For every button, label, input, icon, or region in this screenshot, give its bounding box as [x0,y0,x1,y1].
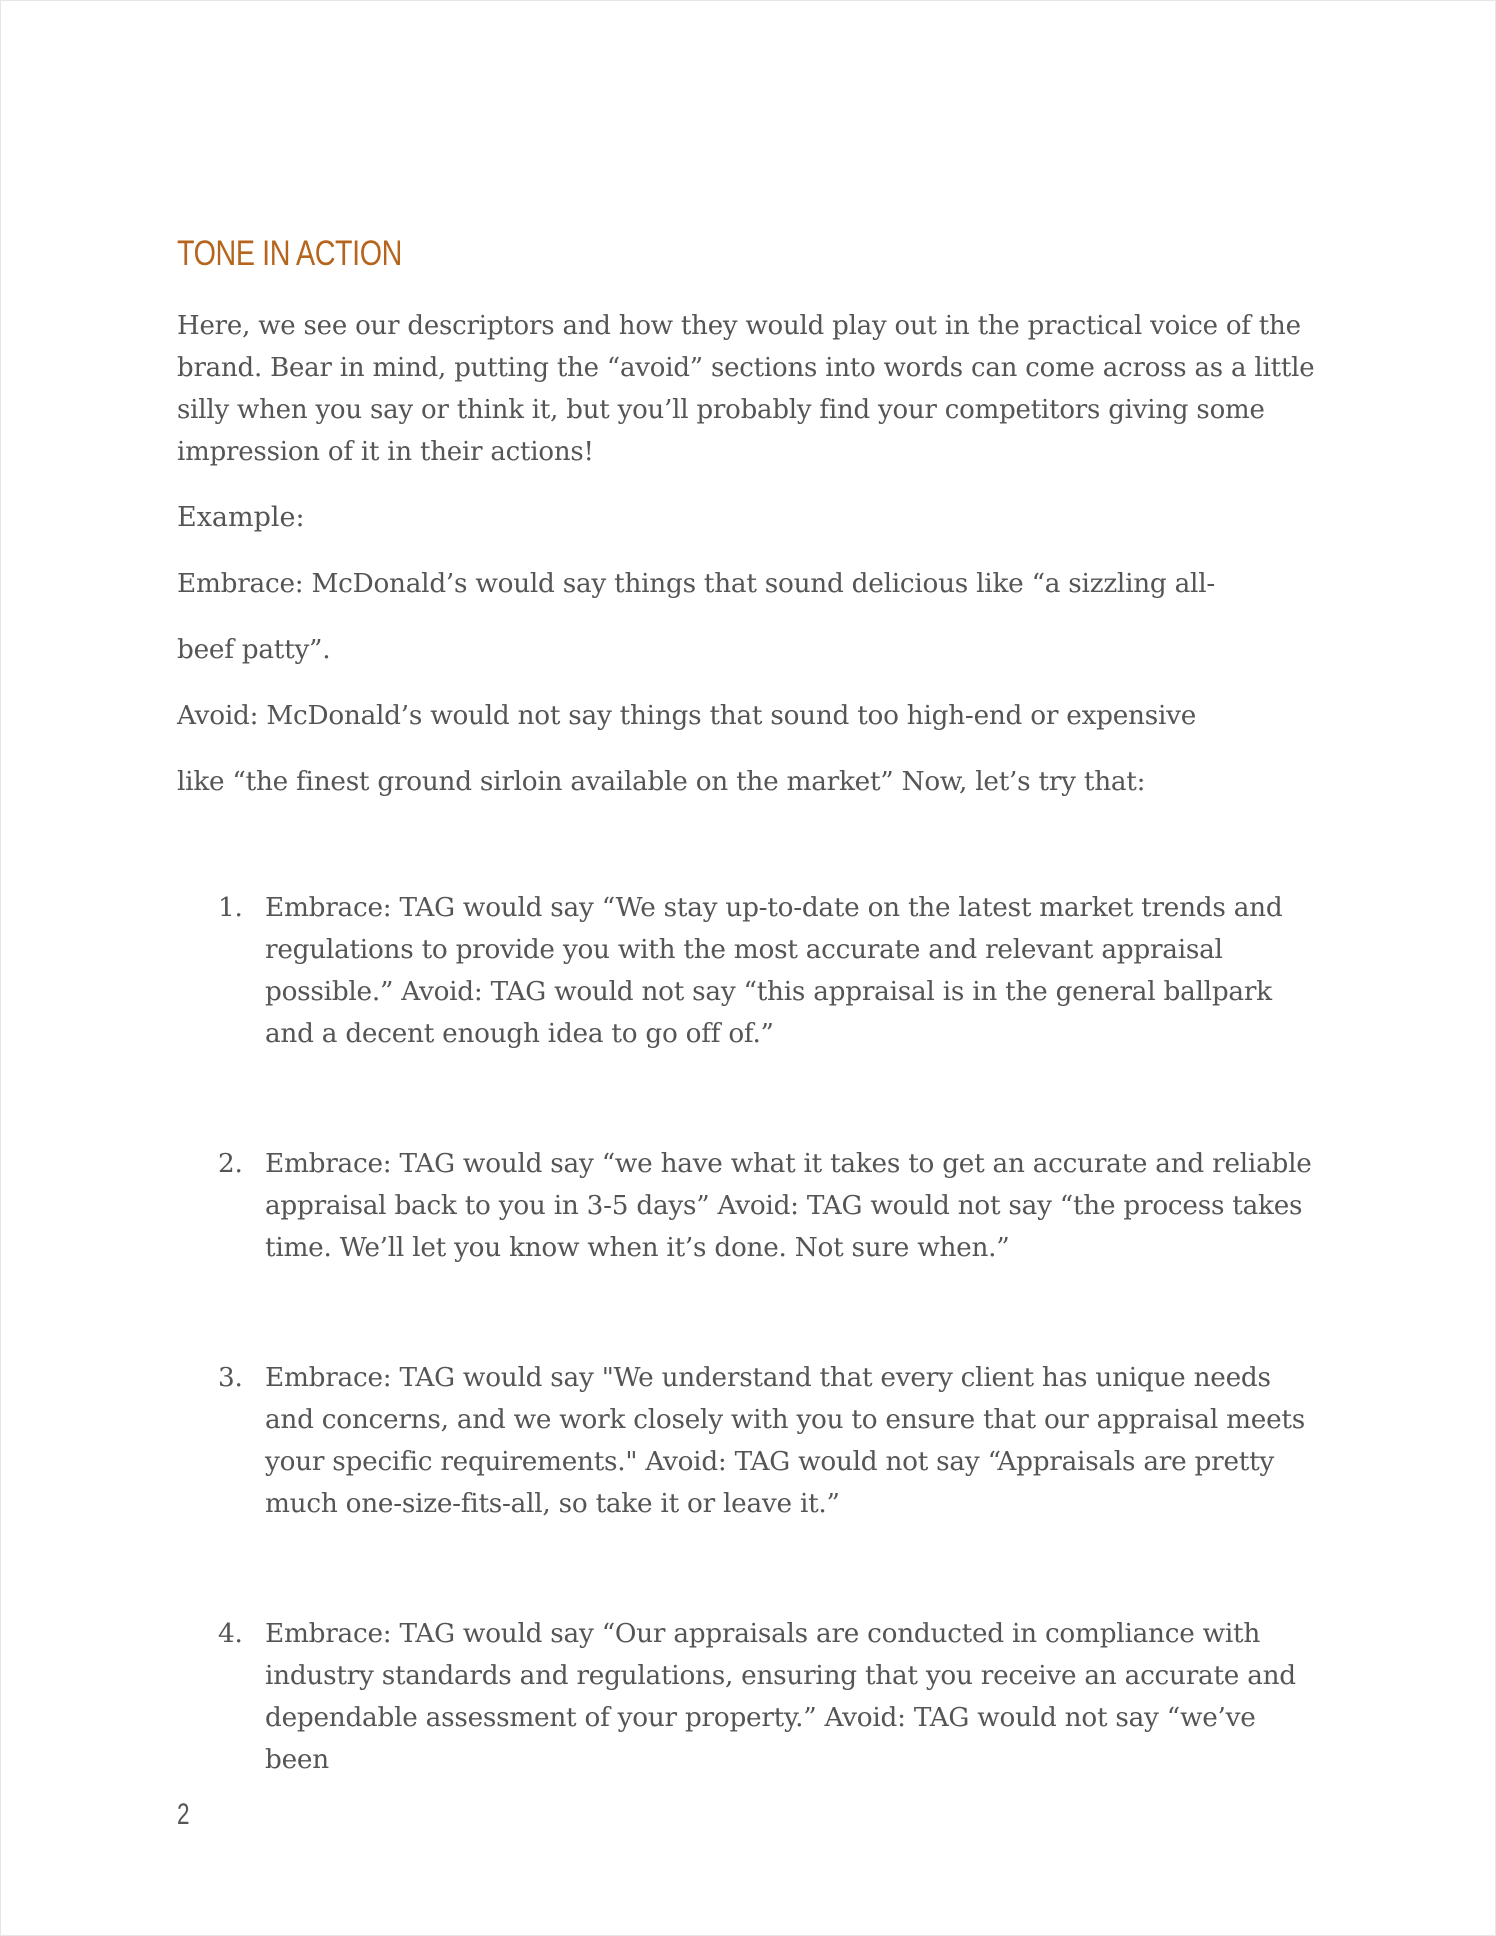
list-item-text: Embrace: TAG would say “We stay up-to-date on the latest market trends and regulations to provide you with the most accurate and relevant appraisal possible.” Avoid: TAG would not say “this appraisal is in the general ballpark and a decent enough idea to go off of.” [265,893,1283,1049]
avoid-example-line-1: Avoid: McDonald’s would not say things that sound too high-end or expensive [177,701,1197,731]
list-item [177,887,1325,1055]
embrace-example-line-2: beef patty”. [177,635,331,665]
list-item [177,1143,1325,1269]
tone-examples-list [177,887,1337,1781]
list-item-number: 3. [218,1363,243,1393]
avoid-example-line-2: like “the finest ground sirloin available on the market” Now, let’s try that: [177,767,1146,797]
section-heading: TONE IN ACTION [177,234,402,273]
list-item-text: Embrace: TAG would say “Our appraisals are conducted in compliance with industry standards and regulations, ensuring that you receive an accurate and dependable assessment of your property.” Avoid: TAG would not say “we’ve been [265,1619,1296,1775]
list-item-text: Embrace: TAG would say "We understand that every client has unique needs and concerns, and we work closely with you to ensure that our appraisal meets your specific requirements." Avoid: TAG would not say “Appraisals are pretty much one-size-fits-all, so take it or leave it.” [265,1363,1305,1519]
list-item-number: 1. [218,893,243,923]
page-content [177,227,1337,1781]
list-item [177,1357,1325,1525]
embrace-example-line-1: Embrace: McDonald’s would say things that sound delicious like “a sizzling all- [177,569,1216,599]
list-item-text: Embrace: TAG would say “we have what it takes to get an accurate and reliable appraisal back to you in 3-5 days” Avoid: TAG would not say “the process takes time. We’ll let you know when it’s done. Not sure when.” [265,1149,1312,1263]
intro-paragraph: Here, we see our descriptors and how they would play out in the practical voice of the brand. Bear in mind, putting the “avoid” sections into words can come across as a little silly when you say or think it, but you’ll probably find your competitors giving some impression of it in their actions! [177,311,1315,467]
page-number: 2 [177,1798,190,1831]
list-item-number: 4. [218,1619,243,1649]
list-item-number: 2. [218,1149,243,1179]
example-label: Example: [177,502,305,533]
list-item [177,1613,1325,1781]
